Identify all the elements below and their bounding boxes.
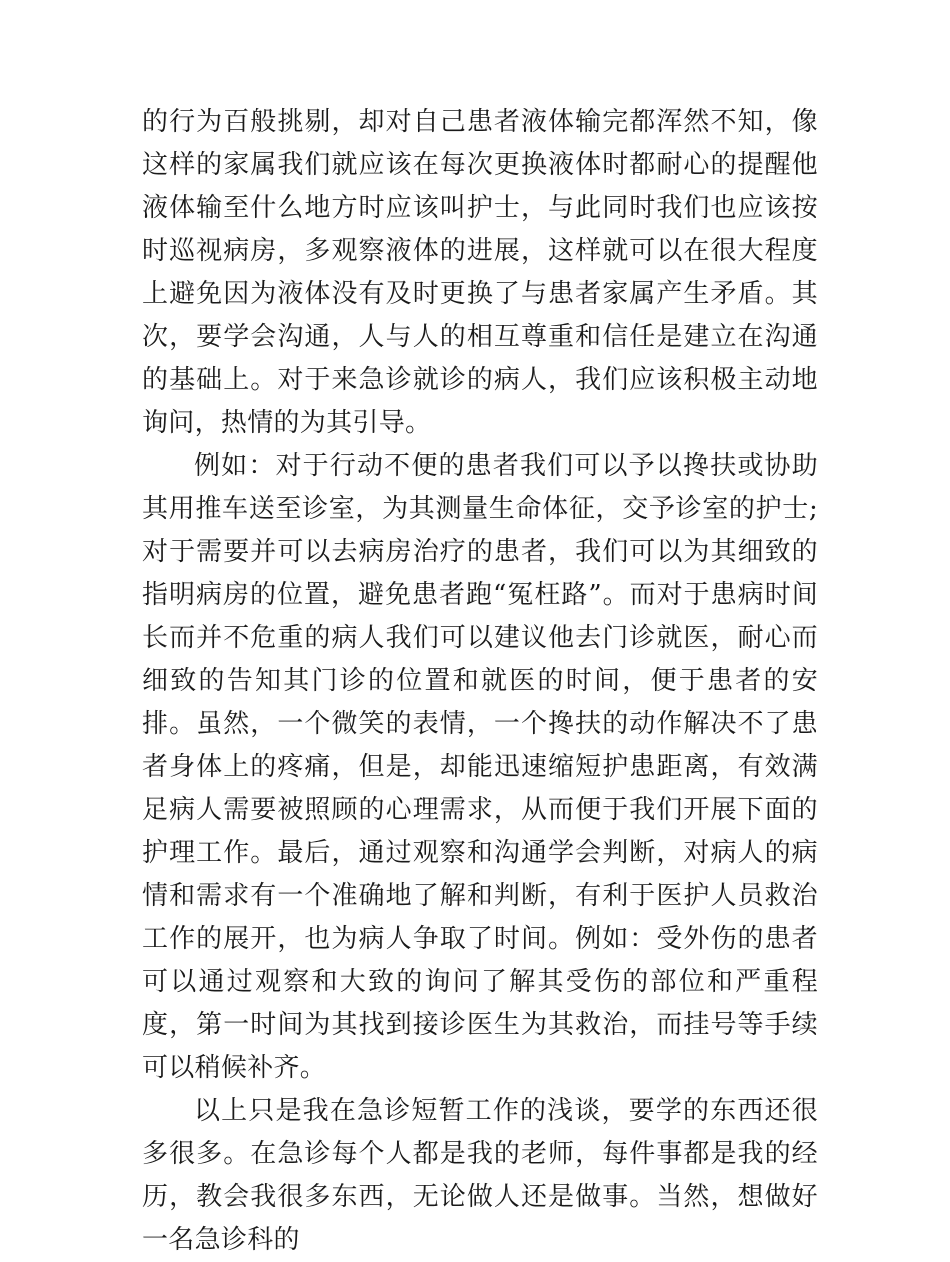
paragraph-1: 的行为百般挑剔，却对自己患者液体输完都浑然不知，像这样的家属我们就应该在每次更换液体时都耐心的提醒他液体输至什么地方时应该叫护士，与此同时我们也应该按时巡视病房，多观察液体的进展，这样就可以在很大程度上避免因为液体没有及时更换了与患者家属产生矛盾。其次，要学会沟通，人与人的相互尊重和信任是建立在沟通的基础上。对于来急诊就诊的病人，我们应该积极主动地询问，热情的为其引导。	[142, 107, 818, 438]
paragraph-2: 例如：对于行动不便的患者我们可以予以搀扶或协助其用推车送至诊室，为其测量生命体征，交予诊室的护士;对于需要并可以去病房治疗的患者，我们可以为其细致的指明病房的位置，避免患者跑“冤枉路”。而对于患病时间长而并不危重的病人我们可以建议他去门诊就医，耐心而细致的告知其门诊的位置和就医的时间，便于患者的安排。虽然，一个微笑的表情，一个搀扶的动作解决不了患者身体上的疼痛，但是，却能迅速缩短护患距离，有效满足病人需要被照顾的心理需求，从而便于我们开展下面的护理工作。最后，通过观察和沟通学会判断，对病人的病情和需求有一个准确地了解和判断，有利于医护人员救治工作的展开，也为病人争取了时间。例如：受外伤的患者可以通过观察和大致的询问了解其受伤的部位和严重程度，第一时间为其找到接诊医生为其救治，而挂号等手续可以稍候补齐。	[142, 451, 818, 1083]
body-text	[142, 101, 818, 1262]
paragraph-3: 以上只是我在急诊短暂工作的浅谈，要学的东西还很多很多。在急诊每个人都是我的老师，每件事都是我的经历，教会我很多东西，无论做人还是做事。当然，想做好一名急诊科的	[142, 1096, 818, 1255]
